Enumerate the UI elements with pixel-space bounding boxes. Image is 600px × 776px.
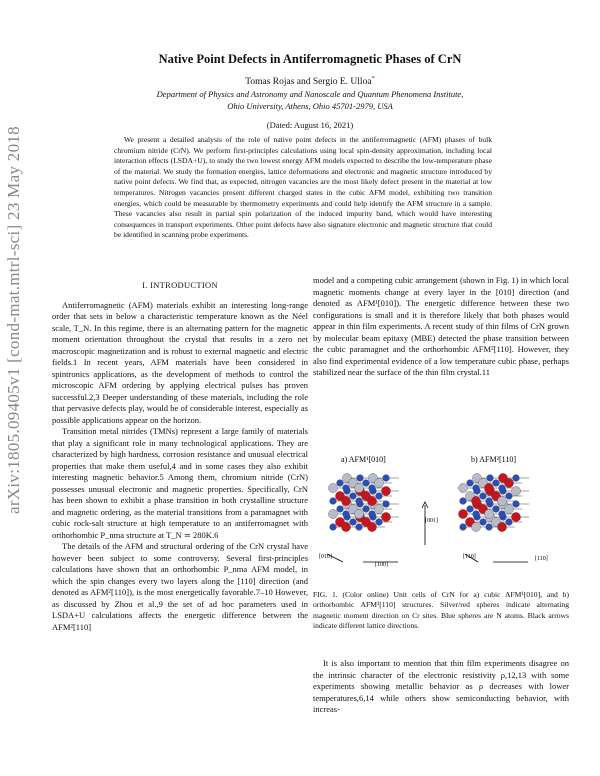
lattice-atom [467,480,474,487]
lattice-atom [356,524,363,531]
lattice-atom [504,478,513,487]
lattice-atom [357,475,364,482]
lattice-atom [484,483,493,492]
figure-caption: FIG. 1. (Color online) Unit cells of CrN for a) cubic AFM¹[010], and b) orthorhombic AFM²[110] structures. Silver/red spheres indicate alternating magnetic moment direction on Cr sites. Blue spheres are N atoms. Black arrows indicate different lattice directions. [313,590,569,631]
unit-cell-a [328,473,399,531]
lattice-atom [511,486,520,495]
lattice-atom [354,483,363,492]
lattice-atom [497,496,506,505]
authors [60,75,560,87]
direction-label-110: [110] [535,556,548,562]
lattice-atom [356,498,363,505]
direction-label-010: [010] [319,554,332,560]
intro-paragraph-4: model and a competing cubic arrangement (shown in Fig. 1) in which local magnetic moments change at every layer in the [010] direction (and denoted as AFM¹[010]). The energetic difference between these two configurations is small and it is therefore likely that both phases would appear in thin film experiments. A recent study of thin films of CrN grown by molecular beam epitaxy (MBE) detected the phase transition between the cubic paramagnet and the orthorhombic AFM²[110]. However, they also find experimental evidence of a low temperature cubic phase, perhaps stabilized near the surface of the thin film crystal.11 [313,275,569,377]
lattice-atom [493,506,500,513]
lattice-atom [381,512,390,521]
paper-title: Native Point Defects in Antiferromagnetic Phases of CrN [158,52,462,66]
lattice-atom [458,483,467,492]
lattice-atom [337,480,344,487]
lattice-atom [343,511,350,518]
lattice-atom [504,504,513,513]
lattice-atom [383,501,390,508]
lattice-atom [369,511,376,518]
lattice-atom [499,511,506,518]
right-column-bottom [313,658,569,716]
author-footnote-mark[interactable]: * [371,75,375,82]
unit-cell-b [458,473,529,531]
figure-label-a: a) AFM¹[010] [341,455,386,464]
lattice-atom [341,522,350,531]
lattice-atom [363,480,370,487]
author-names: Tomas Rojas and Sergio E. Ulloa [245,77,372,88]
lattice-atom [499,485,506,492]
intro-paragraph-2: Transition metal nitrides (TMNs) represent a large family of materials that play a significant role in many technological applications. They are characterized by high hardness, corrosion resistance and unusual electrical properties that make them useful,4 and in some cases they also exhibit interesting magnetic behavior.5 Among them, chromium nitride (CrN) possesses unusual electronic and magnetic properties. Specifically, CrN has been shown to exhibit a phase transition in both crystalline structure and magnetic ordering, as the material transitions from a paramagnet with cubic rock-salt structure at high temperature to an antiferromagnet with orthorhombic P_nma structure at T_N ≃ 280K.6 [52,426,308,540]
affiliation-line-2: Ohio University, Athens, Ohio 45701-2979, USA [227,101,393,111]
lattice-atom [330,524,337,531]
right-column-top [313,275,569,379]
lattice-atom [493,480,500,487]
lattice-atom [328,509,337,518]
direction-label-100: [100] [375,562,388,568]
date-line: (Dated: August 16, 2021) [266,120,354,130]
lattice-atom [511,512,520,521]
lattice-atom [467,506,474,513]
lattice-atom [460,524,467,531]
lattice-atom [484,509,493,518]
lattice-atom [480,519,487,526]
lattice-atom [471,522,480,531]
lattice-atom [350,493,357,500]
lattice-atom [473,485,480,492]
figure-1 [313,450,569,585]
lattice-atom [354,509,363,518]
lattice-atom [383,475,390,482]
lattice-atom [497,522,506,531]
lattice-atom [374,478,383,487]
lattice-atom [486,498,493,505]
lattice-atom [369,485,376,492]
intro-paragraph-1: Antiferromagnetic (AFM) materials exhibit an interesting long-range order that sets in below a characteristic temperature known as the Néel scale, T_N. In this regime, there is an alternating pattern for the magnetic moment orientation throughout the crystal that results in a zero net macroscopic magnetization and is robust to external magnetic and electric fields.1 In recent years, AFM materials have been considered in spintronics applications, as the development of methods to control the microscopic AFM ordering by applying electrical pulses has proven successful.2,3 Deeper understanding of these materials, including the role that pervasive defects play, would be of considerable interest, especially as possible applications appear on the horizon. [52,299,308,425]
lattice-atom [506,493,513,500]
lattice-atom [513,501,520,508]
abstract: We present a detailed analysis of the role of native point defects in the antiferromagnetic (AFM) phases of bulk chromium nitride (CrN). We perform first-principles calculations using local spin-density approximation, including local interaction effects (LSDA+U), to study the two lowest energy AFM models expected to describe the low-temperature phase of the material. We study the formation energies, lattice deformations and electronic and magnetic structure introduced by native point defects. We find that, as expected, nitrogen vacancies are the most likely defect present in the material at low temperatures. Nitrogen vacancies present different charged states in the cubic AFM model, exhibiting two transition energies, which could be measurable by thermometry experiments and could help identify the AFM structure in a sample. These vacancies also result in partial spin polarization of the induced impurity band, which would have interesting consequences in transport experiments. Other point defects have also signature electronic and magnetic structure that could be identified in scanning probe experiments. [114,135,492,240]
lattice-atom [330,498,337,505]
lattice-atom [374,504,383,513]
affiliation [80,88,540,112]
lattice-atom [367,496,376,505]
left-column [52,280,308,633]
lattice-atom [341,496,350,505]
lattice-atom [506,519,513,526]
direction-label-110-bar: [110] [463,554,476,560]
lattice-atom [486,524,493,531]
lattice-atom [363,506,370,513]
lattice-atom [471,496,480,505]
lattice-atom [487,475,494,482]
lattice-atom [376,519,383,526]
lattice-atom [480,493,487,500]
lattice-atom [513,475,520,482]
lattice-atom [458,509,467,518]
figure-label-b: b) AFM²[110] [471,455,516,464]
lattice-atom [350,519,357,526]
lattice-atom [473,511,480,518]
lattice-atom [337,506,344,513]
affiliation-line-1: Department of Physics and Astronomy and Nanoscale and Quantum Phenomena Institute, [156,89,464,99]
intro-paragraph-5: It is also important to mention that thin film experiments disagree on the intrinsic character of the electronic resistivity ρ,12,13 with some experiments showing metallic behavior as ρ decreases with lower temperatures,6,14 while others show semiconducting behavior, with increas- [313,658,569,714]
direction-label-001: [001] [425,518,438,524]
lattice-atom [460,498,467,505]
lattice-atom [343,485,350,492]
lattice-atom [376,493,383,500]
lattice-atom [367,522,376,531]
intro-paragraph-3: The details of the AFM and structural ordering of the CrN crystal have however been subject to some controversy. Several first-principles calculations have shown that an orthorhombic P_nma AFM model, in which the spin changes every two layers along the [110] direction (and denoted as AFM²[110]), is the most energetically favorable.7–10 However, as discussed by Zhou et al.,9 the set of ad hoc parameters used in LSDA+U calculations affects the energetic difference between the AFM²[110] [52,541,308,632]
arxiv-identifier: arXiv:1805.09405v1 [cond-mat.mtrl-sci] 23 May 2018 [4,126,23,514]
lattice-atom [328,483,337,492]
lattice-atom [381,486,390,495]
section-heading: I. INTRODUCTION [142,280,218,290]
